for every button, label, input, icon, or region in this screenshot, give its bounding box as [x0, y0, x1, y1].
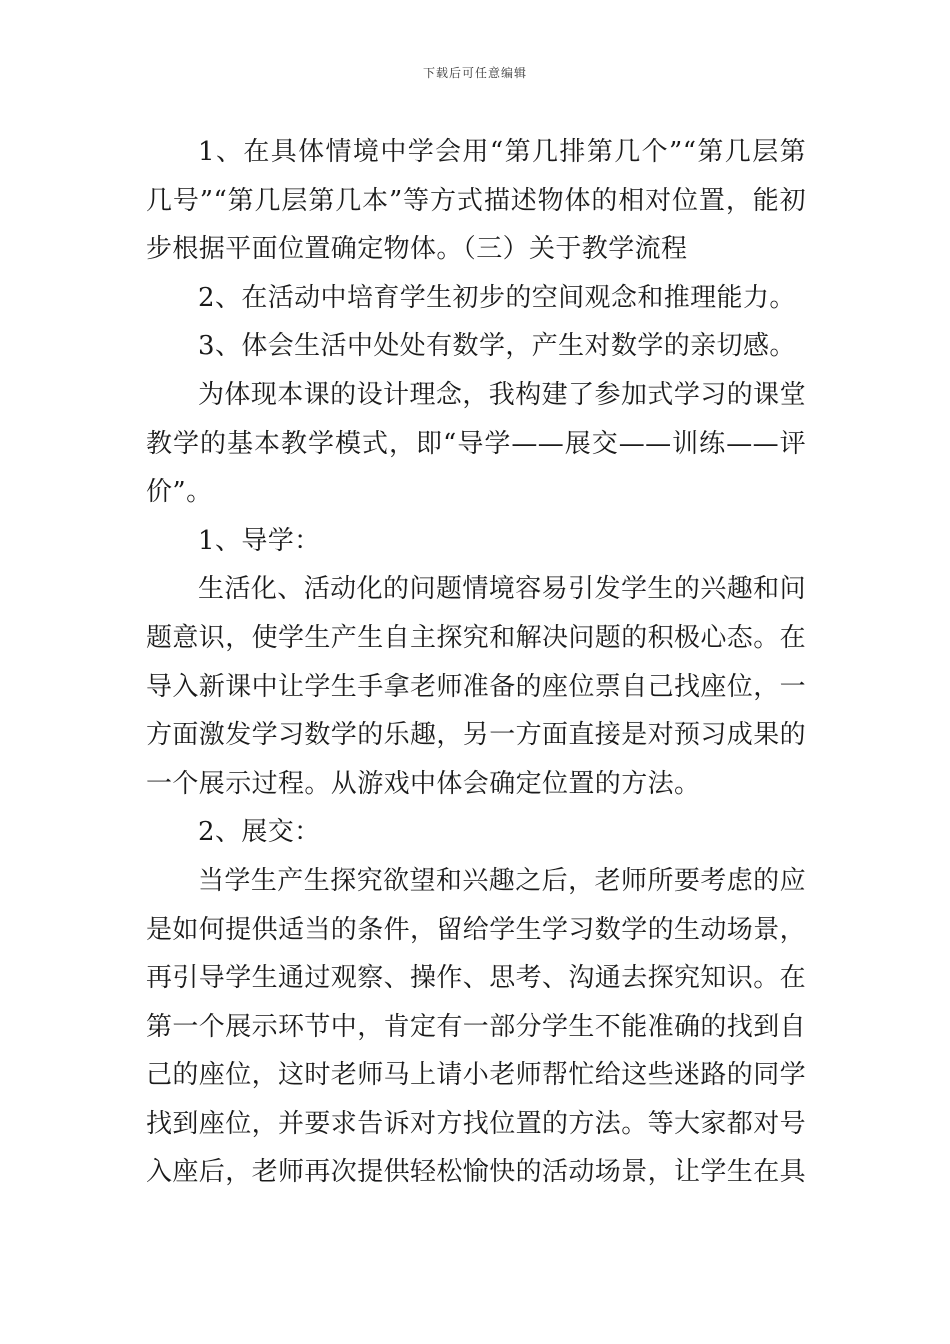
page-header-note: 下载后可任意编辑 — [422, 66, 527, 80]
paragraph-objective-2: 2、在活动中培育学生初步的空间观念和推理能力。 — [198, 282, 796, 313]
paragraph-guided-learning: 生活化、活动化的问题情境容易引发学生的兴趣和问题意识，使学生产生自主探究和解决问题的积极心态。在导入新课中让学生手拿老师准备的座位票自己找座位，一方面激发学习数学的乐趣，另一方面直接是对预习成果的一个展示过程。从游戏中体会确定位置的方法。 — [146, 574, 807, 799]
paragraph-presentation-exchange: 当学生产生探究欲望和兴趣之后，老师所要考虑的应是如何提供适当的条件，留给学生学习数学的生动场景，再引导学生通过观察、操作、思考、沟通去探究知识。在第一个展示环节中，肯定有一部分学生不能准确的找到自己的座位，这时老师马上请小老师帮忙给这些迷路的同学找到座位，并要求告诉对方找位置的方法。等大家都对号入座后，老师再次提供轻松愉快的活动场景，让学生在具 — [146, 865, 807, 1188]
paragraph-objective-1: 1、在具体情境中学会用“第几排第几个”“第几层第几号”“第几层第几本”等方式描述物体的相对位置，能初步根据平面位置确定物体。（三）关于教学流程 — [146, 137, 806, 265]
heading-guided-learning: 1、导学： — [198, 525, 321, 556]
paragraph-teaching-mode: 为体现本课的设计理念，我构建了参加式学习的课堂教学的基本教学模式，即“导学——展交——训练——评价”。 — [146, 379, 806, 508]
paragraph-objective-3: 3、体会生活中处处有数学，产生对数学的亲切感。 — [198, 331, 796, 362]
heading-presentation-exchange: 2、展交： — [198, 817, 321, 848]
document-body — [146, 128, 806, 1197]
